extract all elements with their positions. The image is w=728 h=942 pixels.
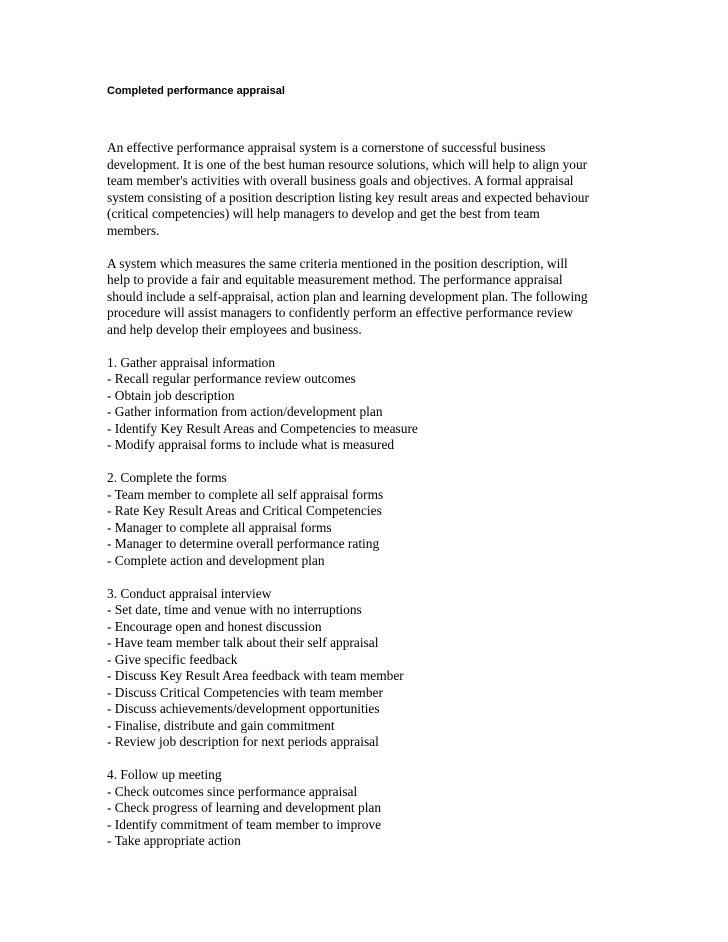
list-item: - Discuss Critical Competencies with team member <box>107 684 383 700</box>
paragraph-line: development. It is one of the best human resource solutions, which will help to align your <box>107 156 588 172</box>
list-item: - Identify commitment of team member to improve <box>107 816 382 832</box>
list-item: - Gather information from action/development plan <box>107 404 383 419</box>
paragraph-line: members. <box>107 222 160 238</box>
section-heading: 1. Gather appraisal information <box>107 354 276 370</box>
list-item: - Have team member talk about their self appraisal <box>107 635 379 650</box>
section-heading: 2. Complete the forms <box>107 470 227 485</box>
document-title: Completed performance appraisal <box>107 85 285 97</box>
paragraph-line: team member's activities with overall business goals and objectives. A formal appraisal <box>107 173 574 188</box>
list-item: - Complete action and development plan <box>107 552 325 568</box>
paragraph-line: An effective performance appraisal system is a cornerstone of successful business <box>107 140 546 155</box>
list-item: - Recall regular performance review outcomes <box>107 371 356 386</box>
list-item: - Give specific feedback <box>107 651 238 667</box>
intro-paragraph-1 <box>107 140 627 239</box>
section-heading: 4. Follow up meeting <box>107 767 222 782</box>
section-gather-appraisal-information <box>107 355 627 454</box>
section-follow-up-meeting <box>107 767 627 850</box>
list-item: - Rate Key Result Areas and Critical Competencies <box>107 503 382 518</box>
section-complete-the-forms <box>107 470 627 569</box>
list-item: - Finalise, distribute and gain commitment <box>107 717 335 733</box>
paragraph-line: (critical competencies) will help managers to develop and get the best from team <box>107 206 540 221</box>
paragraph-line: system consisting of a position description listing key result areas and expected behaviour <box>107 189 589 205</box>
paragraph-line: A system which measures the same criteria mentioned in the position description, will <box>107 255 568 271</box>
list-item: - Team member to complete all self appraisal forms <box>107 486 384 502</box>
list-item: - Manager to determine overall performance rating <box>107 536 380 551</box>
intro-paragraph-2 <box>107 256 627 339</box>
section-conduct-appraisal-interview <box>107 586 627 751</box>
list-item: - Review job description for next periods appraisal <box>107 734 379 749</box>
list-item: - Set date, time and venue with no interruptions <box>107 602 362 617</box>
paragraph-line: procedure will assist managers to confidently perform an effective performance review <box>107 305 573 320</box>
list-item: - Check outcomes since performance appraisal <box>107 783 358 799</box>
list-item: - Modify appraisal forms to include what is measured <box>107 437 395 452</box>
list-item: - Check progress of learning and development plan <box>107 800 382 815</box>
list-item: - Manager to complete all appraisal forms <box>107 519 332 535</box>
list-item: - Obtain job description <box>107 387 235 403</box>
section-heading: 3. Conduct appraisal interview <box>107 585 272 601</box>
paragraph-line: should include a self-appraisal, action plan and learning development plan. The following <box>107 288 588 304</box>
paragraph-line: and help develop their employees and business. <box>107 321 362 337</box>
list-item: - Discuss achievements/development opportunities <box>107 701 380 716</box>
list-item: - Identify Key Result Areas and Competencies to measure <box>107 420 418 436</box>
list-item: - Discuss Key Result Area feedback with team member <box>107 668 404 683</box>
list-item: - Take appropriate action <box>107 833 241 848</box>
list-item: - Encourage open and honest discussion <box>107 618 322 634</box>
paragraph-line: help to provide a fair and equitable measurement method. The performance appraisal <box>107 272 563 287</box>
document-body <box>107 140 627 866</box>
